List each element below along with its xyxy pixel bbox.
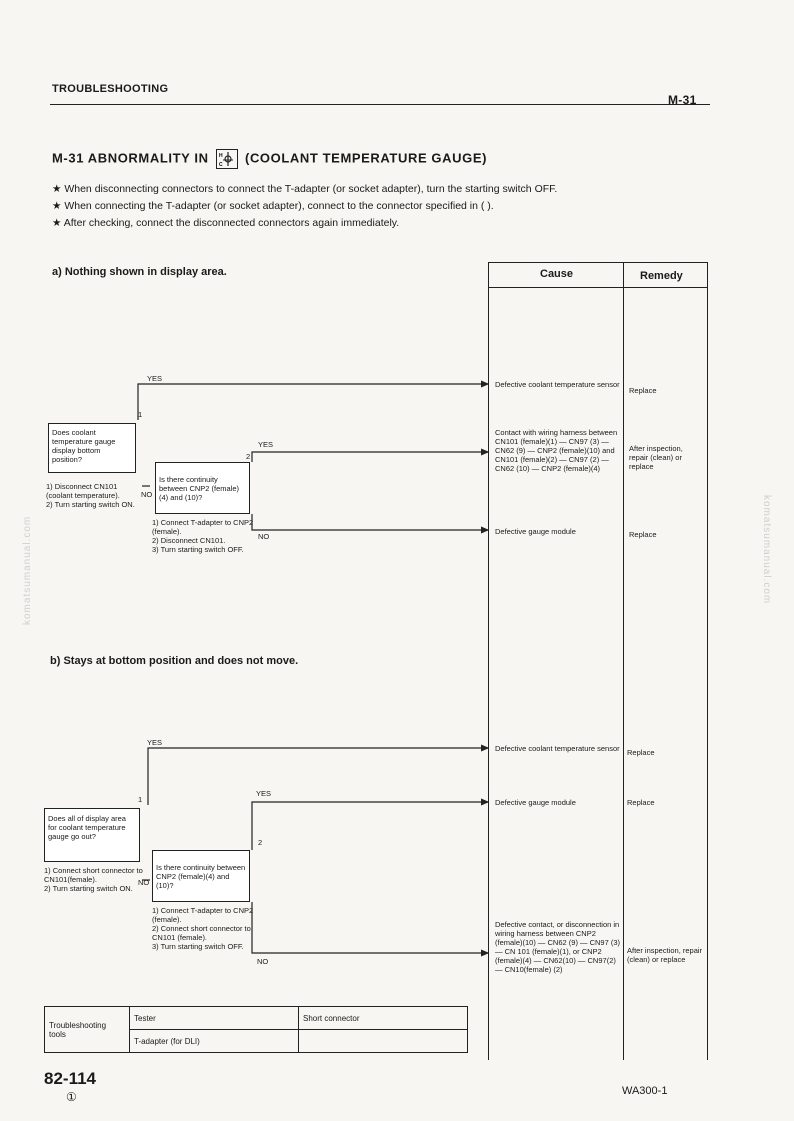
b-q2-step-1: 1) Connect T-adapter to CNP2 (female).: [152, 906, 254, 924]
a-q2-steps: [152, 518, 260, 554]
tools-short-connector: Short connector: [299, 1007, 468, 1030]
cause-header: Cause: [540, 268, 574, 280]
watermark-left: komatsumanual.com: [22, 515, 33, 625]
b-cause-1: Defective coolant temperature sensor: [495, 744, 620, 753]
b-remedy-1: Replace: [627, 748, 655, 757]
a-q1-number: 1: [138, 410, 143, 419]
a-q1-steps: [46, 482, 138, 509]
tools-tester: Tester: [130, 1007, 299, 1030]
b-cause-3: Defective contact, or disconnection in wiring harness between CNP2 (female)(10) — CN62 (9) — CN97 (3) — CN 101 (female)(1), or CNP2 (female)(4) — CN62(10) — CN97(2) — CN10(female) (2): [495, 920, 621, 974]
svg-text:H: H: [218, 153, 224, 159]
tools-empty-cell: [299, 1030, 468, 1053]
revision-mark: ①: [66, 1090, 77, 1104]
a-q2-yes-line: [252, 452, 488, 462]
tools-label: Troubleshooting tools: [45, 1007, 130, 1053]
b-question-1-box: Does all of display area for coolant temperature gauge go out?: [44, 808, 140, 862]
b-q1-step-2: 2) Turn starting switch ON.: [44, 884, 133, 893]
section-b-title: b) Stays at bottom position and does not move.: [50, 655, 299, 667]
a-question-1-box: Does coolant temperature gauge display bottom position?: [48, 423, 136, 473]
note-1: ★ When disconnecting connectors to connect the T-adapter (or socket adapter), turn the starting switch OFF.: [52, 183, 558, 195]
remedy-header: Remedy: [640, 270, 683, 282]
b-yes-label-2: YES: [256, 789, 272, 798]
a-q1-step-2: 2) Turn starting switch ON.: [46, 500, 135, 509]
section-a-title: a) Nothing shown in display area.: [52, 266, 227, 278]
b-remedy-2: Replace: [627, 798, 655, 807]
b-no-label-2: NO: [257, 957, 269, 966]
a-no-label-1: NO: [141, 490, 153, 499]
tools-t-adapter: T-adapter (for DLI): [130, 1030, 299, 1053]
page-number: 82-114: [44, 1069, 96, 1088]
b-q2-no-line: [252, 902, 488, 953]
b-q2-number: 2: [258, 838, 263, 847]
section-header: TROUBLESHOOTING: [52, 83, 169, 95]
a-remedy-1: Replace: [629, 386, 657, 395]
b-q2-step-3: 3) Turn starting switch OFF.: [152, 942, 244, 951]
b-q1-yes-line: [148, 748, 488, 805]
b-q2-yes-line: [252, 802, 488, 850]
section-code: M-31: [668, 93, 697, 107]
a-yes-label-1: YES: [147, 374, 163, 383]
model-number: WA300-1: [622, 1085, 668, 1097]
a-q2-step-2: 2) Disconnect CN101.: [152, 536, 226, 545]
a-q2-step-3: 3) Turn starting switch OFF.: [152, 545, 244, 554]
a-q1-yes-line: [138, 384, 488, 420]
svg-text:C: C: [218, 162, 224, 168]
a-remedy-2: After inspection, repair (clean) or replace: [629, 444, 683, 471]
b-q1-step-1: 1) Connect short connector to CN101(female).: [44, 866, 143, 884]
b-cause-2: Defective gauge module: [495, 798, 576, 807]
title-prefix: M-31 ABNORMALITY IN: [52, 150, 209, 166]
a-q2-no-line: [252, 514, 488, 530]
b-no-label-1: NO: [138, 878, 150, 887]
note-2: ★ When connecting the T-adapter (or socket adapter), connect to the connector specified in ( ).: [52, 200, 494, 212]
a-cause-3: Defective gauge module: [495, 527, 576, 536]
b-remedy-3: After inspection, repair (clean) or replace: [627, 946, 703, 964]
a-cause-1: Defective coolant temperature sensor: [495, 380, 620, 389]
b-question-2-box: Is there continuity between CNP2 (female)(4) and (10)?: [152, 850, 250, 902]
a-no-label-2: NO: [258, 532, 270, 541]
a-yes-label-2: YES: [258, 440, 274, 449]
title-suffix: (COOLANT TEMPERATURE GAUGE): [245, 150, 488, 166]
a-remedy-3: Replace: [629, 530, 657, 539]
b-q2-steps: [152, 906, 260, 951]
a-cause-2: Contact with wiring harness between CN101 (female)(1) — CN97 (3) — CN62 (9) — CNP2 (female)(10) and CN101 (female)(2) — CN97 (2) — CN62 (10) — CNP2 (female)(4): [495, 428, 618, 473]
a-question-2-box: Is there continuity between CNP2 (female)(4) and (10)?: [155, 462, 250, 514]
watermark-right: komatsumanual.com: [761, 495, 772, 605]
note-3: ★ After checking, connect the disconnected connectors again immediately.: [52, 217, 400, 229]
a-q2-step-1: 1) Connect T-adapter to CNP2 (female).: [152, 518, 254, 536]
a-q1-step-1: 1) Disconnect CN101 (coolant temperature).: [46, 482, 120, 500]
b-yes-label-1: YES: [147, 738, 163, 747]
a-q2-number: 2: [246, 452, 251, 461]
troubleshooting-tools-table: [44, 1006, 468, 1053]
b-q2-step-2: 2) Connect short connector to CN101 (female).: [152, 924, 251, 942]
b-q1-number: 1: [138, 795, 143, 804]
b-q1-steps: [44, 866, 146, 893]
